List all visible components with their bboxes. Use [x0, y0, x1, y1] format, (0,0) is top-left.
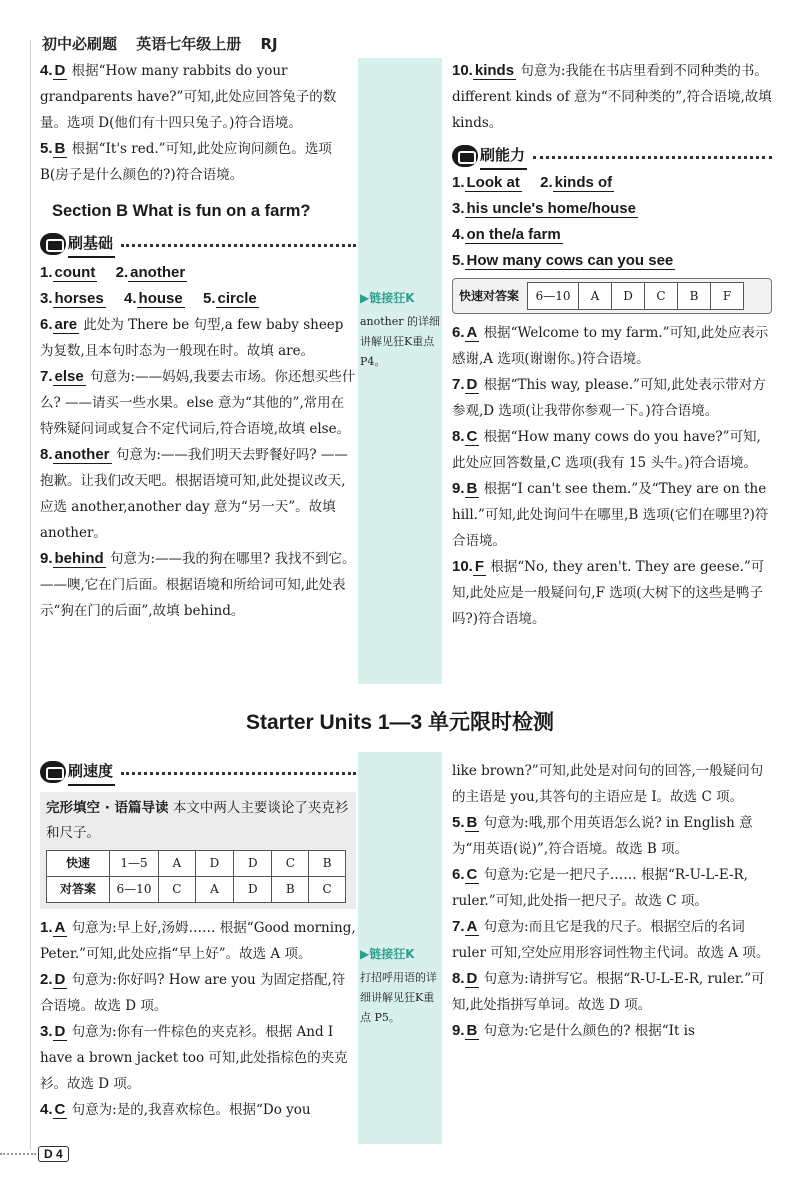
right-column-top [452, 58, 772, 632]
cloze-guide: 完形填空 · 语篇导读 本文中两人主要谈论了夹克衫和尺子。 快速 1—5 A D D C B 对答案 6—10 C A D B C [40, 792, 356, 909]
answer-item: 2. D 句意为:你好吗? How are you 为固定搭配,符合语境。故选 D 项。 [40, 971, 346, 1014]
answer-item: 10. kinds 句意为:我能在书店里看到不同种类的书。different kinds of 意为“不同种类的”,符合语境,故填 kinds。 [452, 62, 772, 131]
brush-icon [452, 145, 478, 167]
answer-row: 1. Look at 2. kinds of [452, 174, 613, 191]
page-header [42, 33, 292, 54]
answer-item: 9. B 根据“I can't see them.”及“They are on the hill.”可知,此处询问牛在哪里,B 选项(它们在哪里?)符合语境。 [452, 480, 769, 549]
footer-dots [0, 1153, 36, 1155]
answer-item: 6. A 根据“Welcome to my farm.”可知,此处应表示感谢,A 选项(谢谢你。)符合语境。 [452, 324, 769, 367]
badge-ability: 刷能力 [452, 142, 772, 170]
answer-item: 6. are 此处为 There be 句型,a few baby sheep 为复数,且本句时态为一般现在时。故填 are。 [40, 316, 344, 359]
quick-answer-table: 快速 1—5 A D D C B 对答案 6—10 C A D B C [46, 850, 346, 903]
answer-row: 3. horses 4. house 5. circle [40, 290, 257, 307]
answer-item: 9. B 句意为:它是什么颜色的? 根据“It is [452, 1022, 695, 1039]
answer-continuation: like brown?”可知,此处是对问句的回答,一般疑问句的主语是 you,其答句的主语应是 I。故选 C 项。 [452, 763, 764, 805]
dotted-rule [121, 772, 356, 775]
left-column-bottom [40, 758, 356, 1123]
answer-row: 5. How many cows can you see [452, 252, 674, 269]
side-note: ▶链接狂K 打招呼用语的详细讲解见狂K重点 P5。 [360, 944, 444, 1028]
brush-icon [40, 233, 66, 255]
answer-item: 3. D 句意为:你有一件棕色的夹克衫。根据 And I have a brown jacket too 可知,此处指棕色的夹克衫。故选 D 项。 [40, 1023, 348, 1092]
brush-icon [40, 761, 66, 783]
edition-name: RJ [260, 35, 278, 53]
answer-item: 1. A 句意为:早上好,汤姆…… 根据“Good morning, Peter.”可知,此处应指“早上好”。故选 A 项。 [40, 919, 356, 962]
answer-item: 5. B 句意为:哦,那个用英语怎么说? in English 意为“用英语(说)”,符合语境。故选 B 项。 [452, 814, 753, 857]
answer-row: 4. on the/a farm [452, 226, 561, 243]
quick-answer-table: 6—10 A D C B F [527, 282, 744, 310]
unit-title: Starter Units 1—3 单元限时检测 [245, 711, 555, 734]
right-column-bottom [452, 758, 772, 1044]
answer-item: 8. another 句意为:——我们明天去野餐好吗? ——抱歉。让我们改天吧。根据语境可知,此处提议改天,应选 another,another day 意为“另一天”。故填 another。 [40, 446, 348, 541]
dotted-rule [121, 244, 356, 247]
link-tag: ▶链接狂K [360, 947, 415, 961]
book-name: 初中必刷题 [42, 35, 118, 53]
quick-answer-box: 快速对答案 6—10 A D C B F [452, 278, 772, 314]
side-note: ▶链接狂K another 的详细讲解见狂K重点 P4。 [360, 288, 444, 372]
badge-speed: 刷速度 [40, 758, 356, 786]
left-column-top [40, 58, 356, 624]
answer-item: 5. B 根据“It's red.”可知,此处应询问颜色。选项 B(房子是什么颜色的?)符合语境。 [40, 140, 332, 183]
answer-item: 8. D 句意为:请拼写它。根据“R-U-L-E-R, ruler.”可知,此处指拼写单词。故选 D 项。 [452, 970, 765, 1013]
dotted-rule [533, 156, 772, 159]
badge-basic: 刷基础 [40, 230, 356, 258]
answer-item: 7. A 句意为:而且它是我的尺子。根据空后的名词 ruler 可知,空处应用形容词性物主代词。故选 A 项。 [452, 918, 770, 961]
answer-row: 3. his uncle's home/house [452, 200, 636, 217]
margin-line [30, 40, 31, 1150]
answer-item: 6. C 句意为:它是一把尺子…… 根据“R-U-L-E-R, ruler.”可知,此处指一把尺子。故选 C 项。 [452, 866, 748, 909]
subject-name: 英语七年级上册 [136, 35, 242, 53]
answer-row: 1. count 2. another [40, 264, 186, 281]
answer-item: 7. D 根据“This way, please.”可知,此处表示带对方参观,D 选项(让我带你参观一下。)符合语境。 [452, 376, 766, 419]
answer-item: 8. C 根据“How many cows do you have?”可知,此处应回答数量,C 选项(我有 15 头牛。)符合语境。 [452, 428, 761, 471]
answer-item: 4. D 根据“How many rabbits do your grandparents have?”可知,此处应回答兔子的数量。选项 D(他们有十四只兔子。)符合语境。 [40, 62, 337, 131]
page-number: D 4 [38, 1146, 69, 1162]
answer-item: 9. behind 句意为:——我的狗在哪里? 我找不到它。——噢,它在门后面。根据语境和所给词可知,此处表示“狗在门的后面”,故填 behind。 [40, 550, 356, 619]
answer-item: 4. C 句意为:是的,我喜欢棕色。根据“Do you [40, 1101, 311, 1118]
answer-item: 7. else 句意为:——妈妈,我要去市场。你还想买些什么? ——请买一些水果。else 意为“其他的”,常用在特殊疑问词或复合不定代词后,符合语境,故填 else。 [40, 368, 356, 437]
link-tag: ▶链接狂K [360, 291, 415, 305]
section-title: Section B What is fun on a farm? [52, 202, 311, 220]
answer-item: 10. F 根据“No, they aren't. They are geese.”可知,此处应是一般疑问句,F 选项(大树下的这些是鸭子吗?)符合语境。 [452, 558, 765, 627]
